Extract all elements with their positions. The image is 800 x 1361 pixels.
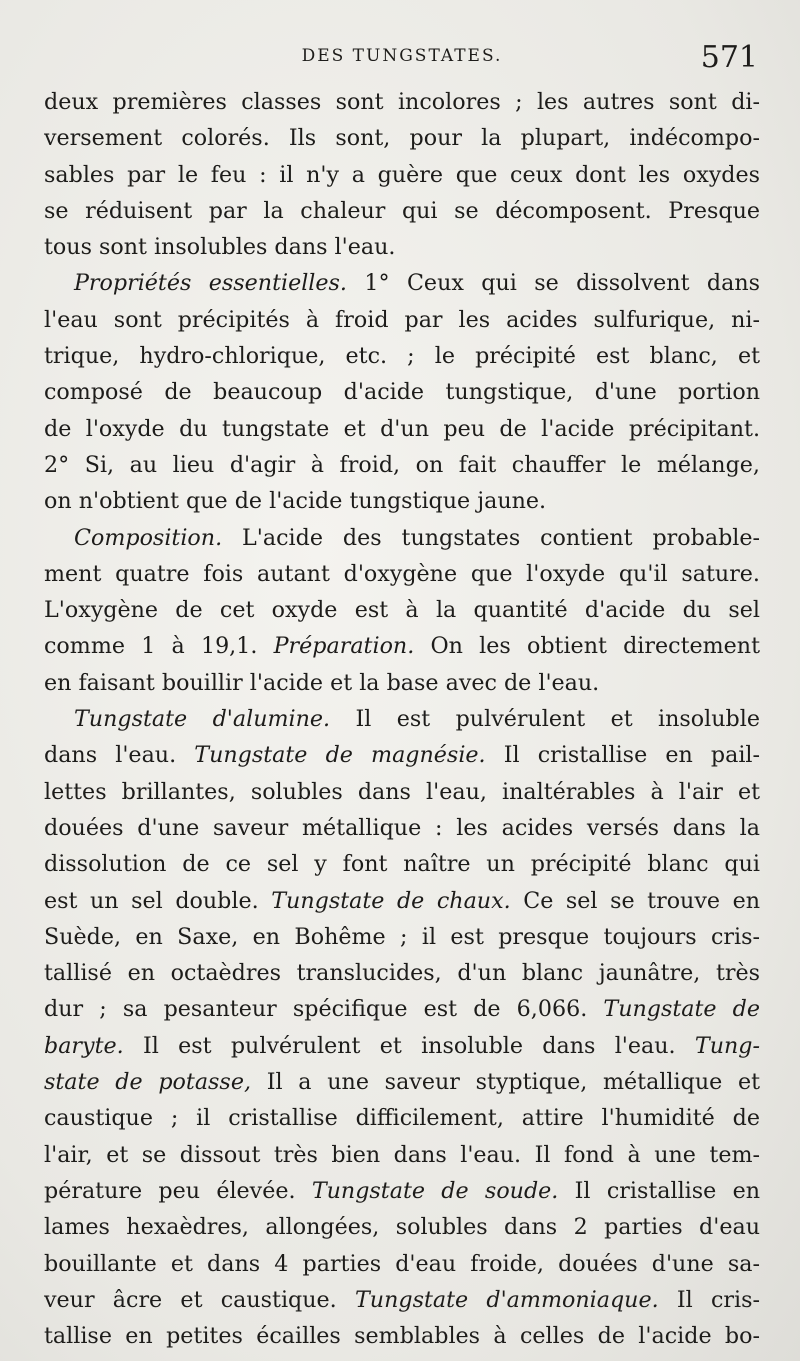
text-line — [44, 810, 760, 846]
text-line — [44, 483, 760, 519]
text-line — [44, 592, 760, 628]
text-segment: tallise en petites écailles semblables à celles de l'acide bo- — [44, 1323, 760, 1350]
text-line — [44, 991, 760, 1027]
text-segment: tous sont insolubles dans l'eau. — [44, 234, 396, 261]
text-segment: l'air, et se dissout très bien dans l'eau. Il fond à une tem- — [44, 1141, 760, 1168]
text-segment: ment quatre fois autant d'oxygène que l'oxyde qu'il sature. — [44, 560, 760, 587]
text-segment: en faisant bouillir l'acide et la base avec de l'eau. — [44, 669, 600, 696]
italic-heading: state de potasse, — [44, 1069, 252, 1096]
text-line — [44, 1246, 760, 1282]
text-line — [44, 229, 760, 265]
text-line — [44, 193, 760, 229]
text-line — [44, 955, 760, 991]
italic-heading: Tungstate de — [603, 996, 760, 1023]
text-line — [44, 1282, 760, 1318]
text-segment: lames hexaèdres, allongées, solubles dans 2 parties d'eau — [44, 1214, 760, 1241]
body-text — [44, 84, 760, 1354]
italic-heading: Tungstate d'ammoniaque. — [354, 1286, 659, 1313]
text-segment: Ce sel se trouve en — [510, 887, 760, 914]
text-line — [44, 1064, 760, 1100]
text-segment: dans l'eau. — [44, 742, 195, 769]
running-title: DES TUNGSTATES. — [301, 46, 503, 66]
text-segment: pérature peu élevée. — [44, 1177, 312, 1204]
text-segment: bouillante et dans 4 parties d'eau froide, douées d'une sa- — [44, 1250, 760, 1277]
text-segment: tallisé en octaèdres translucides, d'un blanc jaunâtre, très — [44, 960, 760, 987]
italic-heading: Propriétés essentielles. — [74, 270, 347, 297]
text-line — [44, 157, 760, 193]
page-header — [44, 40, 760, 84]
text-line — [44, 338, 760, 374]
text-segment: lettes brillantes, solubles dans l'eau, inaltérables à l'air et — [44, 778, 760, 805]
text-line — [44, 701, 760, 737]
text-line — [44, 1173, 760, 1209]
text-line — [44, 120, 760, 156]
italic-heading: Composition. — [74, 524, 223, 551]
text-line — [44, 1028, 760, 1064]
text-line — [44, 846, 760, 882]
text-segment: Il est pulvérulent et insoluble dans l'eau. — [123, 1032, 695, 1059]
text-line — [44, 1137, 760, 1173]
text-segment: comme 1 à 19,1. — [44, 633, 274, 660]
text-segment: dur ; sa pesanteur spécifique est de 6,066. — [44, 996, 604, 1023]
text-segment: Il cris- — [658, 1286, 760, 1313]
text-segment: dissolution de ce sel y font naître un précipité blanc qui — [44, 851, 760, 878]
text-line — [44, 411, 760, 447]
text-segment: se réduisent par la chaleur qui se décomposent. Presque — [44, 197, 760, 224]
text-segment: veur âcre et caustique. — [44, 1286, 355, 1313]
text-segment: Il cristallise en pail- — [485, 742, 760, 769]
text-line — [44, 774, 760, 810]
text-line — [44, 665, 760, 701]
text-line — [44, 265, 760, 301]
text-line — [44, 737, 760, 773]
text-line — [44, 302, 760, 338]
text-segment: caustique ; il cristallise difficilement, attire l'humidité de — [44, 1105, 760, 1132]
text-line — [44, 556, 760, 592]
italic-heading: Tungstate de soude. — [311, 1177, 559, 1204]
text-line — [44, 628, 760, 664]
italic-heading: Tung- — [694, 1032, 760, 1059]
text-segment: composé de beaucoup d'acide tungstique, d'une portion — [44, 379, 760, 406]
italic-heading: Tungstate de magnésie. — [194, 742, 486, 769]
text-line — [44, 1318, 760, 1354]
text-segment: l'eau sont précipités à froid par les acides sulfurique, ni- — [44, 306, 760, 333]
page-number: 571 — [700, 40, 758, 75]
italic-heading: Tungstate de chaux. — [271, 887, 511, 914]
italic-heading: baryte. — [44, 1032, 124, 1059]
text-line — [44, 883, 760, 919]
text-segment: Suède, en Saxe, en Bohême ; il est presque toujours cris- — [44, 923, 760, 950]
text-segment: on n'obtient que de l'acide tungstique jaune. — [44, 488, 547, 515]
text-segment: On les obtient directement — [414, 633, 760, 660]
text-segment: 1° Ceux qui se dissolvent dans — [346, 270, 760, 297]
italic-heading: Tungstate d'alumine. — [74, 706, 331, 733]
text-segment: versement colorés. Ils sont, pour la plupart, indécompo- — [44, 125, 760, 152]
text-segment: L'oxygène de cet oxyde est à la quantité d'acide du sel — [44, 597, 760, 624]
text-line — [44, 84, 760, 120]
italic-heading: Préparation. — [273, 633, 415, 660]
text-line — [44, 374, 760, 410]
text-line — [44, 1100, 760, 1136]
text-segment: Il cristallise en — [558, 1177, 760, 1204]
text-segment: de l'oxyde du tungstate et d'un peu de l'acide précipitant. — [44, 415, 760, 442]
text-segment: 2° Si, au lieu d'agir à froid, on fait chauffer le mélange, — [44, 451, 760, 478]
text-line — [44, 919, 760, 955]
text-line — [44, 520, 760, 556]
text-segment: sables par le feu : il n'y a guère que ceux dont les oxydes — [44, 161, 760, 188]
text-segment: Il est pulvérulent et insoluble — [330, 706, 760, 733]
text-segment: deux premières classes sont incolores ; les autres sont di- — [44, 89, 760, 115]
text-segment: L'acide des tungstates contient probable- — [222, 524, 760, 551]
text-line — [44, 1209, 760, 1245]
text-segment: est un sel double. — [44, 887, 272, 914]
text-line — [44, 447, 760, 483]
text-segment: trique, hydro-chlorique, etc. ; le précipité est blanc, et — [44, 343, 760, 370]
text-segment: douées d'une saveur métallique : les acides versés dans la — [44, 814, 760, 841]
text-segment: Il a une saveur styptique, métallique et — [251, 1069, 760, 1096]
